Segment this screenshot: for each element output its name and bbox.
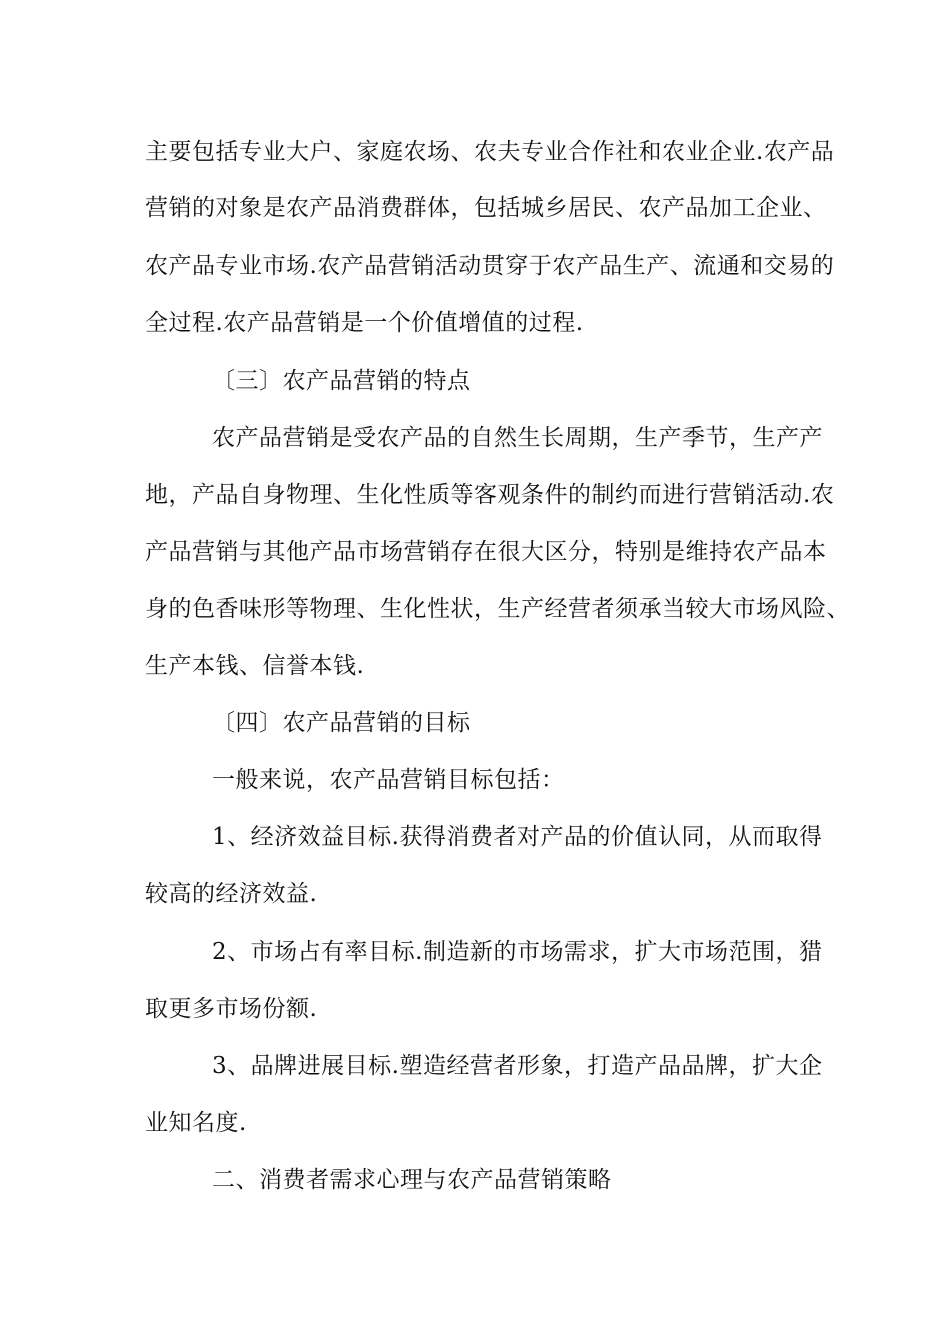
text-line: 农产品专业市场.农产品营销活动贯穿于农产品生产、流通和交易的 (145, 253, 835, 279)
text-line: 取更多市场份额. (145, 996, 318, 1022)
text-line: 较高的经济效益. (145, 881, 318, 907)
section-heading: 〔四〕农产品营销的目标 (212, 710, 471, 736)
text-line: 身的色香味形等物理、生化性状，生产经营者须承当较大市场风险、 (145, 596, 850, 622)
chapter-heading: 二、消费者需求心理与农产品营销策略 (212, 1167, 612, 1193)
text-line: 生产本钱、信誉本钱. (145, 653, 365, 679)
section-heading: 〔三〕农产品营销的特点 (212, 368, 471, 394)
text-line: 地，产品自身物理、生化性质等客观条件的制约而进行营销活动.农 (145, 482, 835, 508)
text-line: 全过程.农产品营销是一个价值增值的过程. (145, 310, 584, 336)
list-item: 2、市场占有率目标.制造新的市场需求，扩大市场范围，猎 (212, 939, 823, 965)
text-line: 农产品营销是受农产品的自然生长周期，生产季节，生产产 (212, 425, 823, 451)
list-item: 1、经济效益目标.获得消费者对产品的价值认同，从而取得 (212, 824, 823, 850)
text-line: 营销的对象是农产品消费群体，包括城乡居民、农产品加工企业、 (145, 195, 827, 221)
text-line: 一般来说，农产品营销目标包括： (212, 767, 565, 793)
text-line: 产品营销与其他产品市场营销存在很大区分，特别是维持农产品本 (145, 539, 827, 565)
list-item: 3、品牌进展目标.塑造经营者形象，打造产品品牌，扩大企 (212, 1053, 823, 1079)
text-line: 主要包括专业大户、家庭农场、农夫专业合作社和农业企业.农产品 (145, 139, 835, 165)
text-line: 业知名度. (145, 1110, 247, 1136)
